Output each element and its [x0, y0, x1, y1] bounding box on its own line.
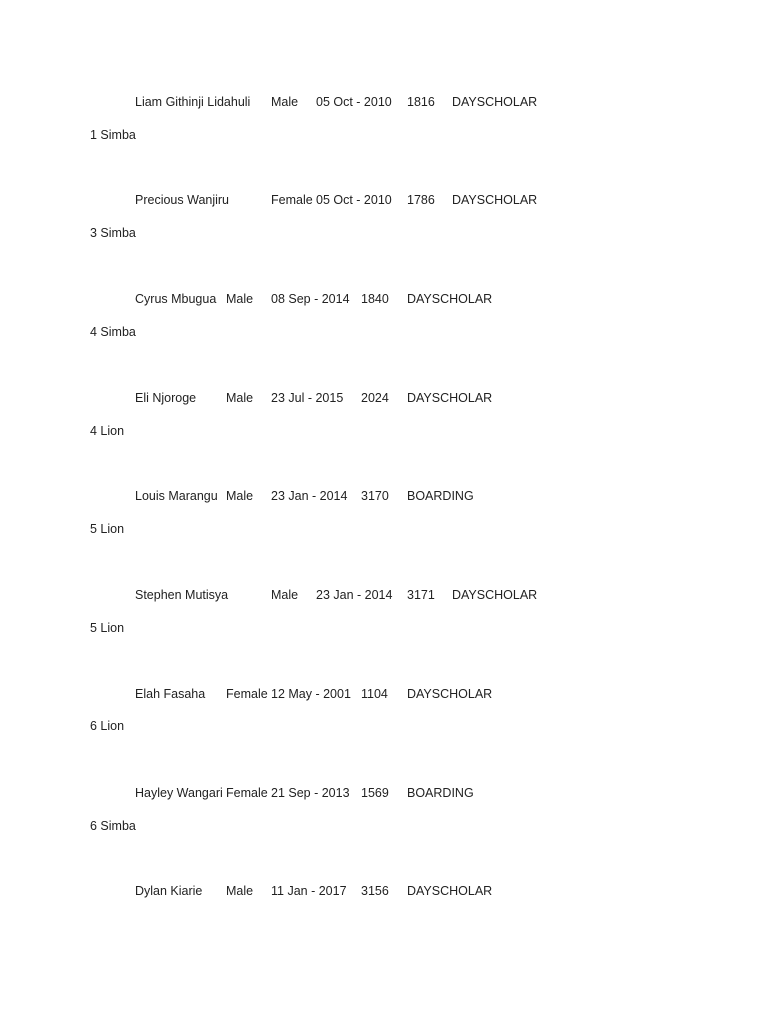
student-residence-type: DAYSCHOLAR — [407, 391, 493, 405]
student-dob: 05 Oct - 2010 — [316, 193, 392, 207]
student-gender: Male — [226, 292, 254, 306]
student-residence-type: BOARDING — [407, 489, 474, 503]
student-record — [0, 785, 768, 805]
student-name: Elah Fasaha — [135, 687, 206, 701]
student-gender: Female — [226, 786, 268, 800]
student-gender: Male — [226, 391, 254, 405]
student-adm-number: 3156 — [361, 884, 389, 898]
student-record — [0, 686, 768, 706]
student-class: 4 Simba — [90, 325, 136, 339]
student-residence-type: DAYSCHOLAR — [452, 95, 538, 109]
student-gender: Male — [271, 588, 299, 602]
student-dob: 21 Sep - 2013 — [271, 786, 350, 800]
student-adm-number: 1569 — [361, 786, 389, 800]
student-dob: 23 Jan - 2014 — [316, 588, 393, 602]
student-record — [0, 390, 768, 410]
student-class: 3 Simba — [90, 226, 136, 240]
student-record — [0, 883, 768, 903]
student-residence-type: DAYSCHOLAR — [452, 193, 538, 207]
student-name: Precious Wanjiru — [135, 193, 230, 207]
student-class: 5 Lion — [90, 522, 125, 536]
student-residence-type: DAYSCHOLAR — [407, 292, 493, 306]
student-class: 6 Lion — [90, 719, 125, 733]
student-residence-type: DAYSCHOLAR — [407, 687, 493, 701]
student-dob: 12 May - 2001 — [271, 687, 351, 701]
student-adm-number: 3171 — [407, 588, 435, 602]
student-class: 5 Lion — [90, 621, 125, 635]
student-name: Cyrus Mbugua — [135, 292, 217, 306]
student-record — [0, 94, 768, 114]
student-dob: 23 Jul - 2015 — [271, 391, 344, 405]
student-dob: 11 Jan - 2017 — [271, 884, 347, 898]
student-gender: Female — [271, 193, 313, 207]
student-name: Dylan Kiarie — [135, 884, 203, 898]
student-adm-number: 1816 — [407, 95, 435, 109]
student-dob: 23 Jan - 2014 — [271, 489, 348, 503]
student-adm-number: 1786 — [407, 193, 435, 207]
student-gender: Female — [226, 687, 268, 701]
student-record — [0, 192, 768, 212]
student-name: Louis Marangu — [135, 489, 218, 503]
student-record — [0, 291, 768, 311]
student-gender: Male — [226, 884, 254, 898]
student-adm-number: 3170 — [361, 489, 389, 503]
student-record — [0, 488, 768, 508]
student-residence-type: DAYSCHOLAR — [452, 588, 538, 602]
student-record — [0, 587, 768, 607]
student-class: 1 Simba — [90, 128, 136, 142]
student-residence-type: DAYSCHOLAR — [407, 884, 493, 898]
student-adm-number: 1840 — [361, 292, 389, 306]
student-dob: 05 Oct - 2010 — [316, 95, 392, 109]
student-name: Eli Njoroge — [135, 391, 197, 405]
student-class: 4 Lion — [90, 424, 125, 438]
student-residence-type: BOARDING — [407, 786, 474, 800]
student-dob: 08 Sep - 2014 — [271, 292, 350, 306]
student-adm-number: 1104 — [361, 687, 388, 701]
student-gender: Male — [226, 489, 254, 503]
student-class: 6 Simba — [90, 819, 136, 833]
student-adm-number: 2024 — [361, 391, 389, 405]
student-name: Liam Githinji Lidahuli — [135, 95, 251, 109]
student-name: Hayley Wangari — [135, 786, 223, 800]
student-gender: Male — [271, 95, 299, 109]
student-name: Stephen Mutisya — [135, 588, 229, 602]
